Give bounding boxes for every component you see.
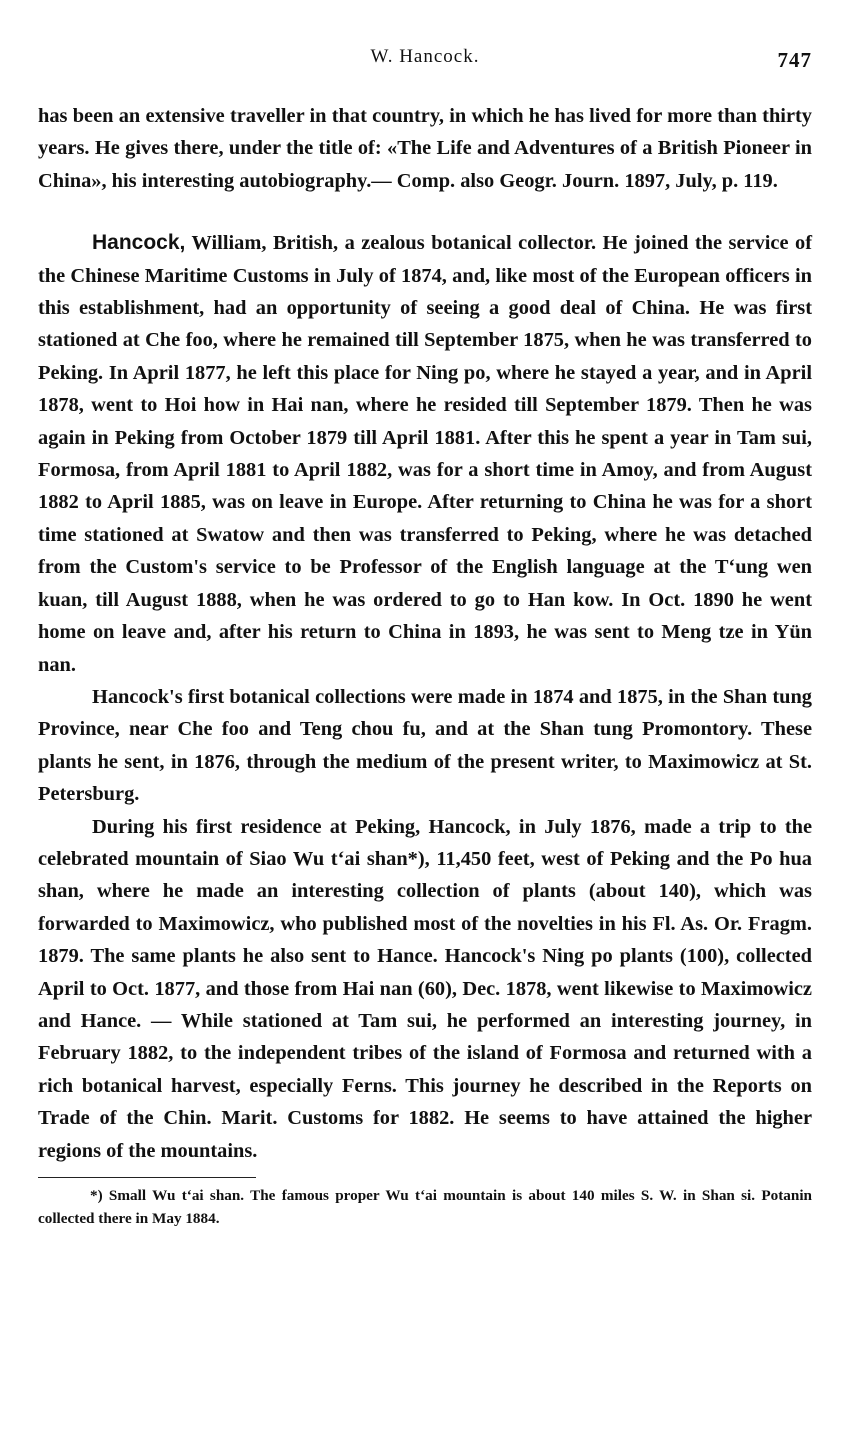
paragraph-botanical-collections: Hancock's first botanical collections were made in 1874 and 1875, in the Shan tung Province, near Che foo and Teng chou fu, and at the Shan tung Promontory. These plants he sent, in 1876, through the medium of the present writer, to Maximowicz at St. Petersburg. (38, 685, 812, 806)
body-text (38, 100, 812, 1167)
book-page (38, 40, 812, 1230)
paragraph-continuation: has been an extensive traveller in that country, in which he has lived for more than thirty years. He gives there, under the title of: «The Life and Adventures of a British Pioneer in China», his interesting autobiography.— Comp. also Geogr. Journ. 1897, July, p. 119. (38, 105, 812, 192)
entry-name: Hancock, (92, 231, 186, 255)
entry-text: William, British, a zealous botanical collector. He joined the service of the Chinese Maritime Customs in July of 1874, and, like most of the European officers in this establishment, had an opportunity of seeing a good deal of China. He was first stationed at Che foo, where he remained till September 1875, when he was transferred to Peking. In April 1877, he left this place for Ning po, where he stayed a year, and in April 1878, went to Hoi how in Hai nan, where he resided till September 1879. Then he was again in Peking from October 1879 till April 1881. After this he spent a year in Tam sui, Formosa, from April 1881 to April 1882, was for a short time in Amoy, and from August 1882 to April 1885, was on leave in Europe. After returning to China he was for a short time stationed at Swatow and then was transferred to Peking, where he was detached from the Custom's service to be Professor of the English language at the Tʻung wen kuan, till August 1888, when he was ordered to go to Han kow. In Oct. 1890 he went home on leave and, after his return to China in 1893, he was sent to Meng tze in Yün nan. (38, 232, 812, 676)
running-title: W. Hancock. (370, 46, 480, 67)
paragraph-peking-residence: During his first residence at Peking, Hancock, in July 1876, made a trip to the celebrated mountain of Siao Wu tʻai shan*), 11,450 feet, west of Peking and the Po hua shan, where he made an interesting collection of plants (about 140), which was forwarded to Maximowicz, who published most of the novelties in his Fl. As. Or. Fragm. 1879. The same plants he also sent to Hance. Hancock's Ning po plants (100), collected April to Oct. 1877, and those from Hai nan (60), Dec. 1878, went likewise to Maximowicz and Hance. — While stationed at Tam sui, he performed an interesting journey, in February 1882, to the independent tribes of the island of Formosa and returned with a rich botanical harvest, especially Ferns. This journey he described in the Reports on Trade of the Chin. Marit. Customs for 1882. He seems to have attained the higher regions of the mountains. (38, 815, 812, 1162)
page-number: 747 (777, 48, 812, 72)
running-head (38, 40, 812, 74)
footnote: *) Small Wu tʻai shan. The famous proper Wu tʻai mountain is about 140 miles S. W. in Shan si. Potanin collected there in May 1884. (38, 1187, 812, 1227)
paragraph-hancock-entry (38, 227, 812, 681)
footnote-rule (38, 1177, 256, 1178)
